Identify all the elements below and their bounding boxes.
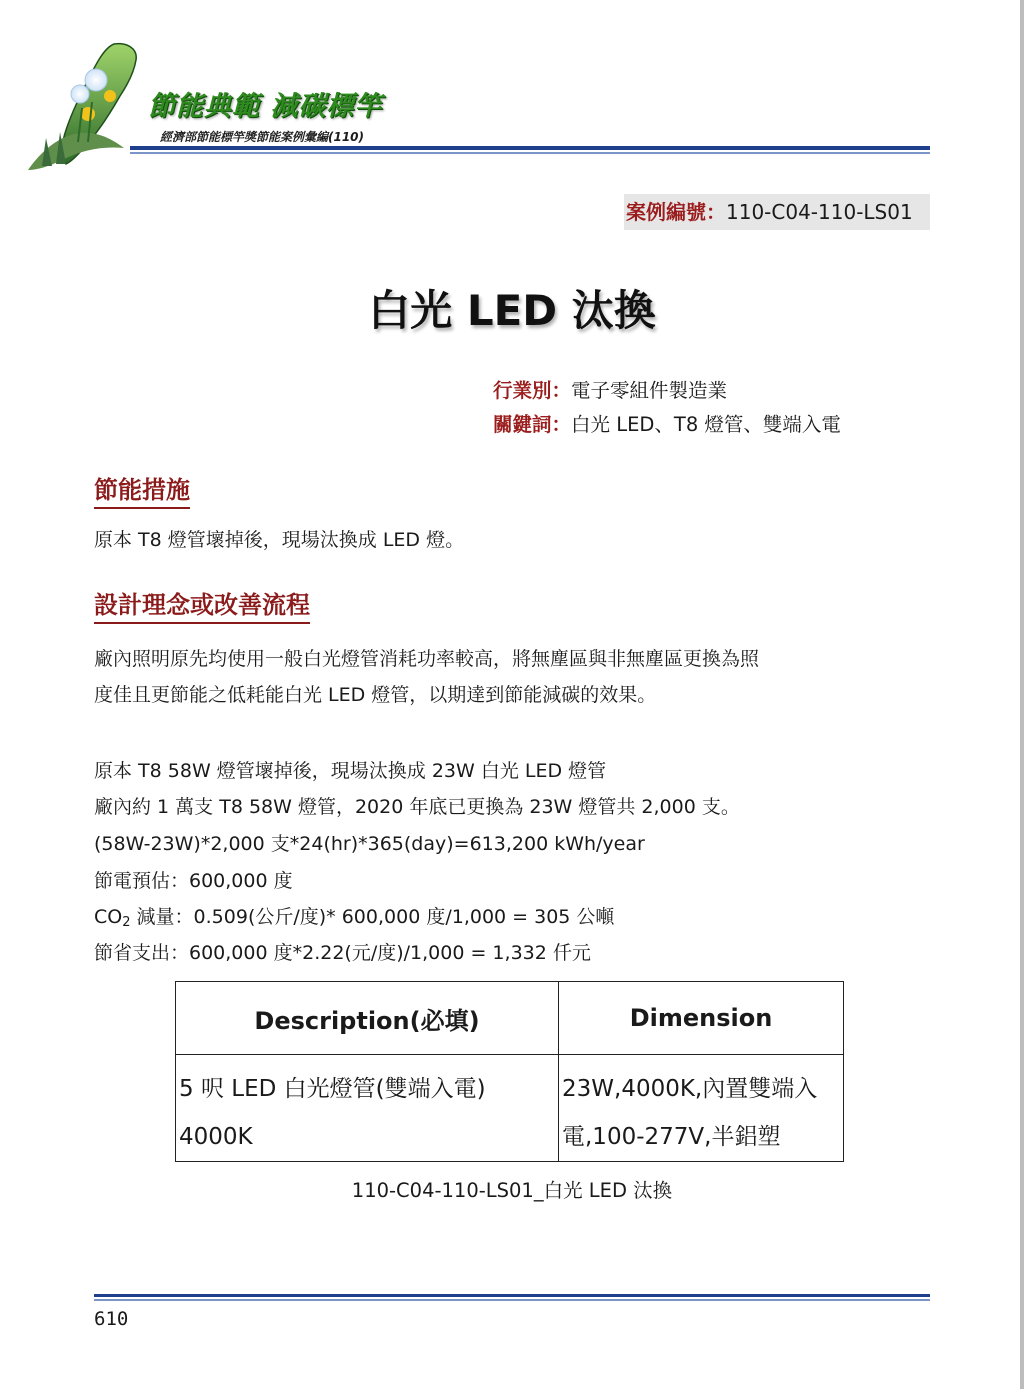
- industry-label: 行業別：: [493, 379, 572, 402]
- table-header-description: Description(必填): [176, 982, 559, 1055]
- taiwan-map-logo-icon: [22, 38, 162, 178]
- industry-line: [493, 375, 727, 403]
- calc-line-6: 節省支出：600,000 度*2.22(元/度)/1,000 = 1,332 仟元: [94, 942, 591, 964]
- logo-title: 節能典範 減碳標竿: [148, 91, 383, 122]
- page-number: 610: [94, 1308, 129, 1330]
- table-cell-description: 5 呎 LED 白光燈管(雙端入電) 4000K: [176, 1055, 559, 1162]
- calc-line-3: (58W-23W)*2,000 支*24(hr)*365(day)=613,200 kWh/year: [94, 833, 645, 855]
- calc-line-1: 原本 T8 58W 燈管壞掉後，現場汰換成 23W 白光 LED 燈管: [94, 760, 607, 782]
- table-row: [176, 1055, 844, 1162]
- keywords-line: [493, 409, 841, 437]
- design-paragraph-line-1: 廠內照明原先均使用一般白光燈管消耗功率較高，將無塵區與非無塵區更換為照: [94, 648, 760, 670]
- page-title: 白光 LED 汰換: [368, 286, 656, 335]
- header-rule-thin: [130, 152, 930, 154]
- table-caption: 110-C04-110-LS01_白光 LED 汰換: [351, 1179, 673, 1202]
- measures-text: 原本 T8 燈管壞掉後，現場汰換成 LED 燈。: [94, 529, 465, 551]
- footer-rule: [94, 1294, 930, 1297]
- spec-table: [175, 981, 844, 1162]
- co2-subscript: 2: [122, 915, 131, 930]
- table-header-row: [176, 982, 844, 1055]
- co2-rest: 減量：0.509(公斤/度)* 600,000 度/1,000 = 305 公噸: [130, 906, 615, 928]
- table-cell-dimension: 23W,4000K,內置雙端入電,100-277V,半鋁塑: [559, 1055, 844, 1162]
- keywords-value: 白光 LED、T8 燈管、雙端入電: [571, 413, 841, 436]
- case-number-box: [624, 194, 930, 230]
- footer-rule-thin: [94, 1299, 930, 1301]
- co2-prefix: CO: [94, 906, 123, 928]
- calc-line-4: 節電預估：600,000 度: [94, 870, 293, 892]
- design-paragraph-line-2: 度佳且更節能之低耗能白光 LED 燈管，以期達到節能減碳的效果。: [94, 684, 657, 706]
- table-header-dimension: Dimension: [559, 982, 844, 1055]
- logo-subtitle: 經濟部節能標竿獎節能案例彙編(110): [160, 130, 365, 144]
- case-number-value: 110-C04-110-LS01: [726, 200, 913, 224]
- industry-value: 電子零組件製造業: [571, 379, 728, 402]
- header-rule: [130, 146, 930, 150]
- keywords-label: 關鍵詞：: [493, 413, 572, 436]
- co2-reduction-line: [94, 902, 614, 930]
- calc-line-2: 廠內約 1 萬支 T8 58W 燈管，2020 年底已更換為 23W 燈管共 2,000 支。: [94, 796, 740, 818]
- section-heading-measures: 節能措施: [94, 470, 190, 509]
- section-heading-design: 設計理念或改善流程: [94, 585, 310, 624]
- case-number-label: 案例編號：: [626, 200, 726, 224]
